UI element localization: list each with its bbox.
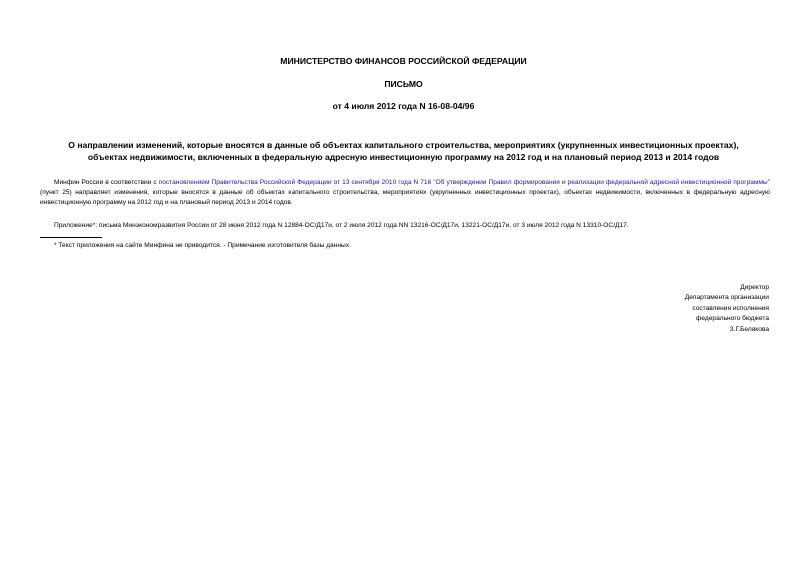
document-type-heading: ПИСЬМО bbox=[384, 79, 423, 89]
subject-line-2: объектах недвижимости, включенных в федеральную адресную инвестиционную программу на 2012 год и на плановый период 2013 и 2014 годов bbox=[87, 152, 720, 162]
ministry-heading: МИНИСТЕРСТВО ФИНАНСОВ РОССИЙСКОЙ ФЕДЕРАЦИИ bbox=[280, 56, 527, 66]
decree-link[interactable]: постановлением Правительства Российской Федерации от 13 сентября 2010 года N 716 "Об утверждении Правил формирования и реализации федеральной адресной инвестиционной программы" bbox=[158, 179, 771, 186]
paragraph-1-end: (пункт 25) направляет изменения, которые вносятся в данные об объектах капитального строительства, мероприятиях (укрупненных инвестиционных проектах), объектах недвижимости, включенных в федеральную адресную инвестиционную программу на 2012 год и на плановый период 2013 и 2014 годов. bbox=[40, 189, 770, 206]
signatory-name: З.Г.Белякова bbox=[729, 325, 769, 333]
footnote-separator bbox=[40, 237, 102, 238]
signature-title-2: Департамента организации bbox=[684, 294, 769, 302]
signature-title-4: федерального бюджета bbox=[695, 315, 769, 323]
body-paragraph-1 bbox=[40, 178, 770, 208]
signature-block bbox=[685, 283, 769, 335]
paragraph-1-start: Минфин России в соответствии с bbox=[54, 179, 159, 186]
document-subject bbox=[40, 139, 767, 163]
body-paragraph-appendix bbox=[40, 221, 770, 231]
appendix-text: Приложение*: письма Минэкономразвития России от 28 июня 2012 года N 12884-ОС/Д17и, от 2 июля 2012 года NN 13216-ОС/Д17и, 13221-ОС/Д17и, от 3 июля 2012 года N 13310-ОС/Д17. bbox=[54, 222, 629, 229]
signature-title-3: составления исполнения bbox=[692, 304, 769, 312]
footnote-text: * Текст приложения на сайте Минфина не приводится. - Примечание изготовителя базы данных. bbox=[54, 242, 351, 249]
subject-line-1: О направлении изменений, которые вносятся в данные об объектах капитального строительства, мероприятиях (укрупненных инвестиционных проектах), bbox=[68, 140, 739, 150]
signature-title-1: Директор bbox=[740, 284, 769, 291]
document-date-number: от 4 июля 2012 года N 16-08-04/96 bbox=[332, 101, 475, 111]
